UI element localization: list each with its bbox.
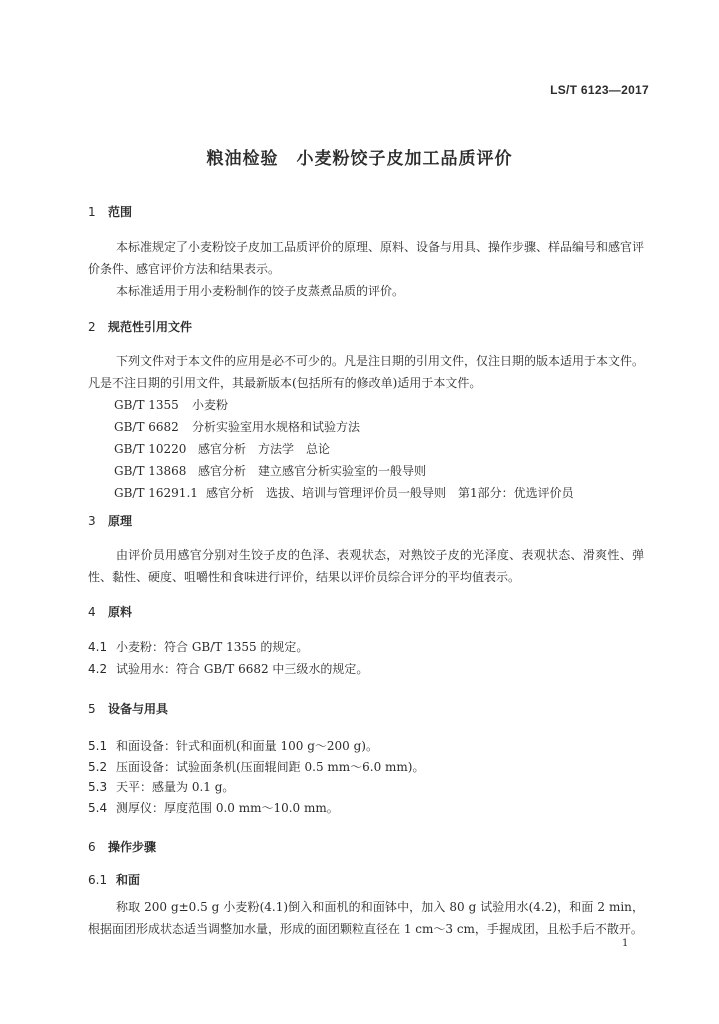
section-1-paragraph-2: 本标准适用于用小麦粉制作的饺子皮蒸煮品质的评价。 (116, 284, 405, 298)
list-item: 5.3 天平：感量为 0.1 g。 (88, 780, 235, 794)
title-part-1: 粮油检验 (206, 149, 279, 169)
title-part-2: 小麦粉饺子皮加工品质评价 (296, 149, 513, 169)
page-number: 1 (622, 938, 629, 949)
section-3-paragraph-1: 由评价员用感官分别对生饺子皮的色泽、表观状态，对熟饺子皮的光泽度、表观状态、滑爽性、弹性、黏性、硬度、咀嚼性和食味进行评价，结果以评价员综合评分的平均值表示。 (88, 548, 644, 584)
section-heading-6: 6 操作步骤 (88, 840, 157, 854)
list-item: 5.2 压面设备：试验面条机(压面辊间距 0.5 mm～6.0 mm)。 (88, 760, 425, 774)
section-1-paragraph-1: 本标准规定了小麦粉饺子皮加工品质评价的原理、原料、设备与用具、操作步骤、样品编号和感官评价条件、感官评价方法和结果表示。 (88, 240, 645, 276)
reference-item: GB/T 16291.1 感官分析 选拔、培训与管理评价员一般导则 第1部分：优选评价员 (114, 486, 574, 500)
reference-item: GB/T 6682 分析实验室用水规格和试验方法 (114, 420, 361, 434)
subsection-heading-6-1: 6.1 和面 (88, 873, 141, 887)
list-item: 5.1 和面设备：针式和面机(和面量 100 g～200 g)。 (88, 739, 378, 753)
reference-item: GB/T 13868 感官分析 建立感官分析实验室的一般导则 (114, 464, 427, 478)
section-heading-3: 3 原理 (88, 514, 133, 528)
section-heading-4: 4 原料 (88, 605, 133, 619)
section-heading-1: 1 范围 (88, 205, 133, 219)
list-item: 4.1 小麦粉：符合 GB/T 1355 的规定。 (88, 640, 309, 654)
section-2-paragraph-1: 下列文件对于本文件的应用是必不可少的。凡是注日期的引用文件，仅注日期的版本适用于本文件。凡是不注日期的引用文件，其最新版本(包括所有的修改单)适用于本文件。 (88, 354, 645, 390)
document-title (0, 144, 719, 169)
section-heading-2: 2 规范性引用文件 (88, 320, 193, 334)
list-item: 4.2 试验用水：符合 GB/T 6682 中三级水的规定。 (88, 662, 369, 676)
reference-item: GB/T 10220 感官分析 方法学 总论 (114, 442, 331, 456)
reference-item: GB/T 1355 小麦粉 (114, 398, 229, 412)
standard-code: LS/T 6123—2017 (550, 83, 649, 97)
section-6-1-paragraph-1: 称取 200 g±0.5 g 小麦粉(4.1)倒入和面机的和面钵中，加入 80 g 试验用水(4.2)，和面 2 min，根据面团形成状态适当调整加水量，形成的面团颗粒直径在 1 cm～3 cm，手握成团，且松手后不散开。 (88, 900, 644, 936)
section-heading-5: 5 设备与用具 (88, 702, 169, 716)
list-item: 5.4 测厚仪：厚度范围 0.0 mm～10.0 mm。 (88, 801, 339, 815)
